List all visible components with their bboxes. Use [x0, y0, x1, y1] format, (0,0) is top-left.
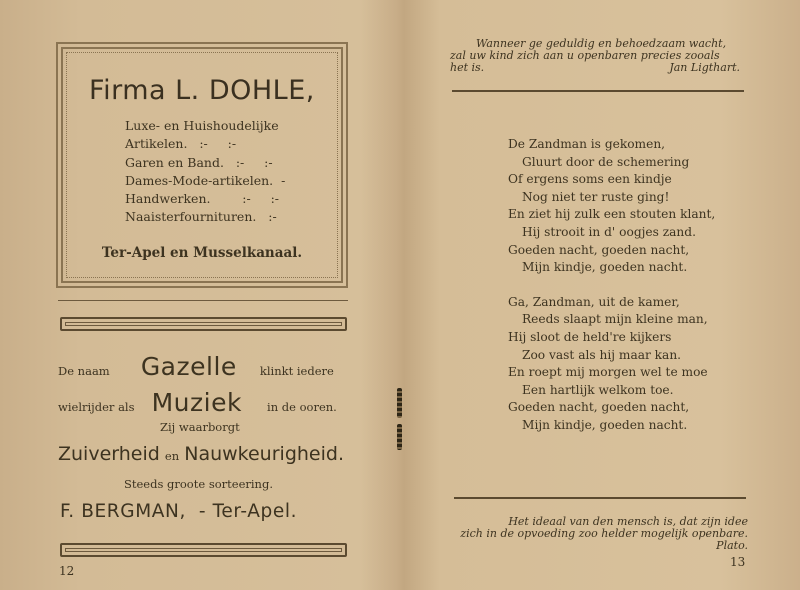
page-number-left: 12: [59, 564, 75, 578]
quote-line: Wanneer ge geduldig en behoedzaam wacht,: [476, 37, 727, 50]
gazelle-pre1: De naam: [58, 364, 110, 378]
gazelle-pre2: wielrijder als: [58, 400, 135, 414]
poem-line: Ga, Zandman, uit de kamer,: [508, 294, 680, 309]
poem: [508, 136, 715, 435]
poem-line: Gluurt door de schemering: [522, 154, 690, 169]
quote-line: Het ideaal van den mensch is, dat zijn idee: [508, 515, 748, 528]
guarantee-line: Zij waarborgt: [160, 420, 240, 434]
product-item: Luxe- en Huishoudelijke: [125, 118, 279, 133]
quality-en: en: [164, 449, 180, 463]
quote-author: Jan Ligthart.: [669, 61, 740, 74]
product-item: Naaisterfournituren. :-: [125, 209, 277, 225]
gazelle-line-2: [58, 388, 354, 417]
quality-line: [58, 443, 358, 465]
right-page: [402, 0, 800, 590]
poem-line: Hij strooit in d' oogjes zand.: [522, 224, 696, 239]
divider-line: [452, 90, 744, 92]
quality-a: Zuiverheid: [58, 443, 160, 465]
quote-author: Plato.: [716, 539, 748, 552]
poem-line: En ziet hij zulk een stouten klant,: [508, 207, 716, 222]
poem-line: De Zandman is gekomen,: [508, 137, 666, 151]
ornamental-frame: [60, 543, 347, 557]
product-item: Handwerken. :- :-: [125, 191, 279, 207]
divider-line: [454, 497, 746, 499]
poem-line: Zoo vast als hij maar kan.: [522, 347, 682, 362]
firm-name: Firma L. DOHLE,: [89, 75, 315, 106]
product-item: Garen en Band. :- :-: [125, 154, 273, 170]
product-item: Dames-Mode-artikelen. -: [125, 172, 286, 188]
page-number-right: 13: [730, 555, 746, 569]
divider-line: [58, 300, 348, 301]
poem-line: Goeden nacht, goeden nacht,: [508, 242, 690, 257]
ornamental-frame: [60, 317, 347, 331]
seller-line: F. BERGMAN, - Ter-Apel.: [60, 501, 298, 522]
quality-b: Nauwkeurigheid.: [184, 443, 344, 465]
product-item: Artikelen. :- :-: [125, 136, 237, 152]
gazelle-word: Muziek: [151, 388, 242, 417]
bottom-quote: [452, 516, 748, 552]
quote-line: [450, 62, 750, 74]
gazelle-line-1: [58, 352, 354, 381]
dohle-advertisement: [56, 42, 348, 288]
poem-line: Nog niet ter ruste ging!: [522, 189, 670, 204]
gazelle-post2: in de ooren.: [267, 400, 337, 414]
poem-line: Reeds slaapt mijn kleine man,: [522, 312, 708, 327]
gazelle-brand: Gazelle: [140, 352, 237, 381]
quote-line: zal uw kind zich aan u openbaren precies zooals: [450, 49, 720, 62]
firm-locations: Ter-Apel en Musselkanaal.: [101, 245, 303, 261]
stanza-break: [508, 277, 715, 294]
poem-line: Goeden nacht, goeden nacht,: [508, 400, 690, 415]
product-list: [125, 117, 315, 227]
quote-line-end: het is.: [450, 61, 485, 74]
left-page: [0, 0, 398, 590]
assortment-line: Steeds groote sorteering.: [124, 477, 273, 491]
poem-line: Of ergens soms een kindje: [508, 172, 672, 187]
top-quote: [450, 38, 750, 74]
quote-line: zich in de opvoeding zoo helder mogelijk openbare.: [460, 527, 748, 540]
poem-line: Mijn kindje, goeden nacht.: [522, 260, 688, 275]
poem-line: Een hartlijk welkom toe.: [522, 382, 674, 397]
poem-line: En roept mij morgen wel te moe: [508, 365, 708, 380]
gazelle-post1: klinkt iedere: [259, 364, 334, 378]
poem-line: Hij sloot de held're kijkers: [508, 329, 672, 344]
poem-line: Mijn kindje, goeden nacht.: [522, 417, 688, 432]
